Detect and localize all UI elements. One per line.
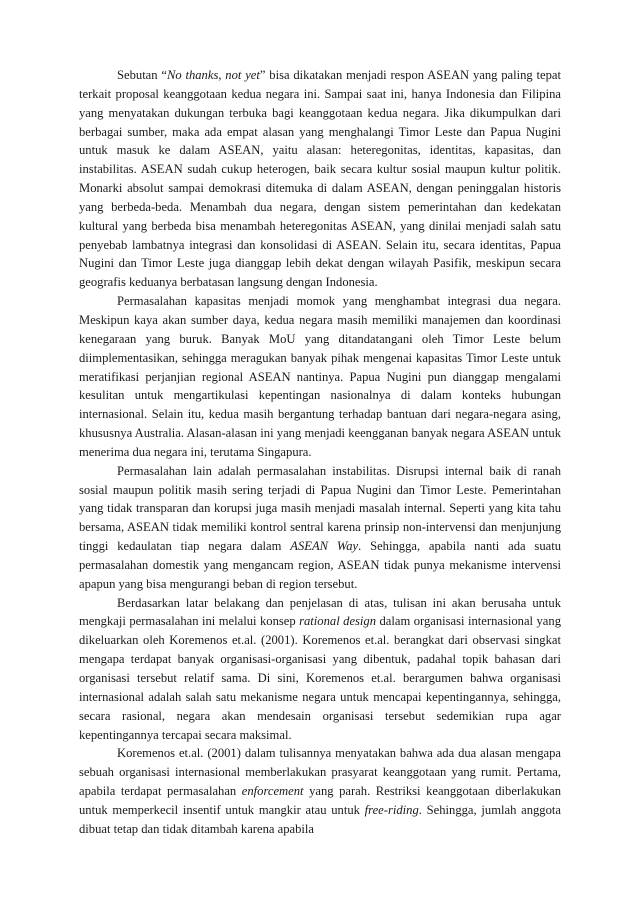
term-rational-design: rational design — [299, 614, 377, 629]
document-page — [79, 66, 561, 839]
paragraph-2-text: Permasalahan kapasitas menjadi momok yang menghambat integrasi dua negara. Meskipun kaya akan sumber daya, kedua negara masih memiliki manajemen dan koordinasi kenegaraan yang buruk. Banyak MoU yang ditandatangani oleh Timor Leste belum diimplementasikan, sehingga meragukan banyak pihak mengenai kapasitas Timor Leste untuk meratifikasi perjanjian regional ASEAN nantinya. Papua Nugini pun dianggap mengalami kesulitan untuk mengartikulasi kepentingan nasionalnya di dalam konteks hubungan internasional. Selain itu, kedua masih bergantung terhadap bantuan dari negara-negara asing, khususnya Australia. Alasan-alasan ini yang menjadi keengganan banyak negara ASEAN untuk menerima dua negara ini, terutama Singapura. — [79, 294, 561, 459]
paragraph-3-text: . Sehingga, apabila nanti ada suatu permasalahan domestik yang mengancam region, ASEAN tidak punya mekanisme intervensi apapun yang bisa mengurangi beban di region tersebut. — [79, 539, 562, 591]
paragraph-4-text: Berdasarkan latar belakang dan penjelasan di atas, tulisan ini akan berusaha untuk mengkaji permasalahan ini melalui konsep — [79, 595, 561, 629]
term-asean-way: ASEAN Way — [290, 539, 359, 554]
paragraph-4-text: dalam organisasi internasional yang dikeluarkan oleh Koremenos et.al. (2001). Koremenos et.al. berangkat dari observasi singkat mengapa terdapat banyak organisasi-organisasi yang dibentuk, padahal topik bahasan dari organisasi tersebut relatif sama. Di sini, Koremenos et.al. berargumen bahwa organisasi internasional adalah salah satu mekanisme negara untuk mencapai kepentingannya, sehingga, secara rasional, negara akan mendesain organisasi tersebut sedemikian rupa agar kepentingannya tercapai secara maksimal. — [79, 614, 561, 742]
term-enforcement: enforcement — [241, 784, 304, 799]
paragraph-1 — [79, 66, 561, 292]
paragraph-2 — [79, 292, 561, 462]
quote-no-thanks: No thanks, not yet — [166, 68, 260, 82]
paragraph-4 — [79, 594, 561, 745]
paragraph-1-text: ” bisa dikatakan menjadi respon ASEAN yang paling tepat terkait proposal keanggotaan kedua negara ini. Sampai saat ini, hanya Indonesia dan Filipina yang menyatakan dukungan terbuka bagi keanggotaan kedua negara. Jika dikumpulkan dari berbagai sumber, maka ada empat alasan yang menghalangi Timor Leste dan Papua Nugini untuk masuk ke dalam ASEAN, yaitu alasan: heteregonitas, identitas, kapasitas, dan instabilitas. ASEAN sudah cukup heterogen, baik secara kultur sosial maupun kultur politik. Monarki absolut sampai demokrasi ditemuka di dalam ASEAN, dengan peninggalan historis yang berbeda-beda. Menambah dua negara, dengan sistem pemerintahan dan kedekatan kultural yang berbeda bisa menambah heteregonitas ASEAN, yang dinilai menjadi salah satu penyebab lambatnya integrasi dan konsolidasi di ASEAN. Selain itu, secara identitas, Papua Nugini dan Timor Leste juga dianggap lebih dekat dengan wilayah Pasifik, meskipun secara geografis keduanya berbatasan langsung dengan Indonesia. — [79, 68, 561, 290]
paragraph-3 — [79, 462, 561, 594]
paragraph-5-text: . Sehingga, jumlah anggota dibuat tetap dan tidak ditambah karena apabila — [79, 802, 561, 836]
paragraph-1-text: Sebutan “ — [117, 68, 167, 82]
paragraph-5-text: yang parah. Restriksi keanggotaan diberlakukan untuk memperkecil insentif untuk mangkir atau untuk — [79, 784, 561, 817]
paragraph-3-text: Permasalahan lain adalah permasalahan instabilitas. Disrupsi internal baik di ranah sosial maupun politik masih sering terjadi di Papua Nugini dan Timor Leste. Pemerintahan yang tidak transparan dan korupsi juga masih menjadi masalah internal. Seperti yang kita tahu bersama, ASEAN tidak memiliki kontrol sentral karena prinsip non-intervensi dan menjunjung tinggi kedaulatan tiap negara dalam — [79, 463, 561, 554]
paragraph-5 — [79, 744, 561, 838]
term-free-riding: free-riding — [364, 802, 419, 817]
paragraph-5-text: Koremenos et.al. (2001) dalam tulisannya menyatakan bahwa ada dua alasan mengapa sebuah organisasi internasional memberlakukan prasyarat keanggotaan yang rumit. Pertama, apabila terdapat permasalahan — [79, 746, 561, 799]
